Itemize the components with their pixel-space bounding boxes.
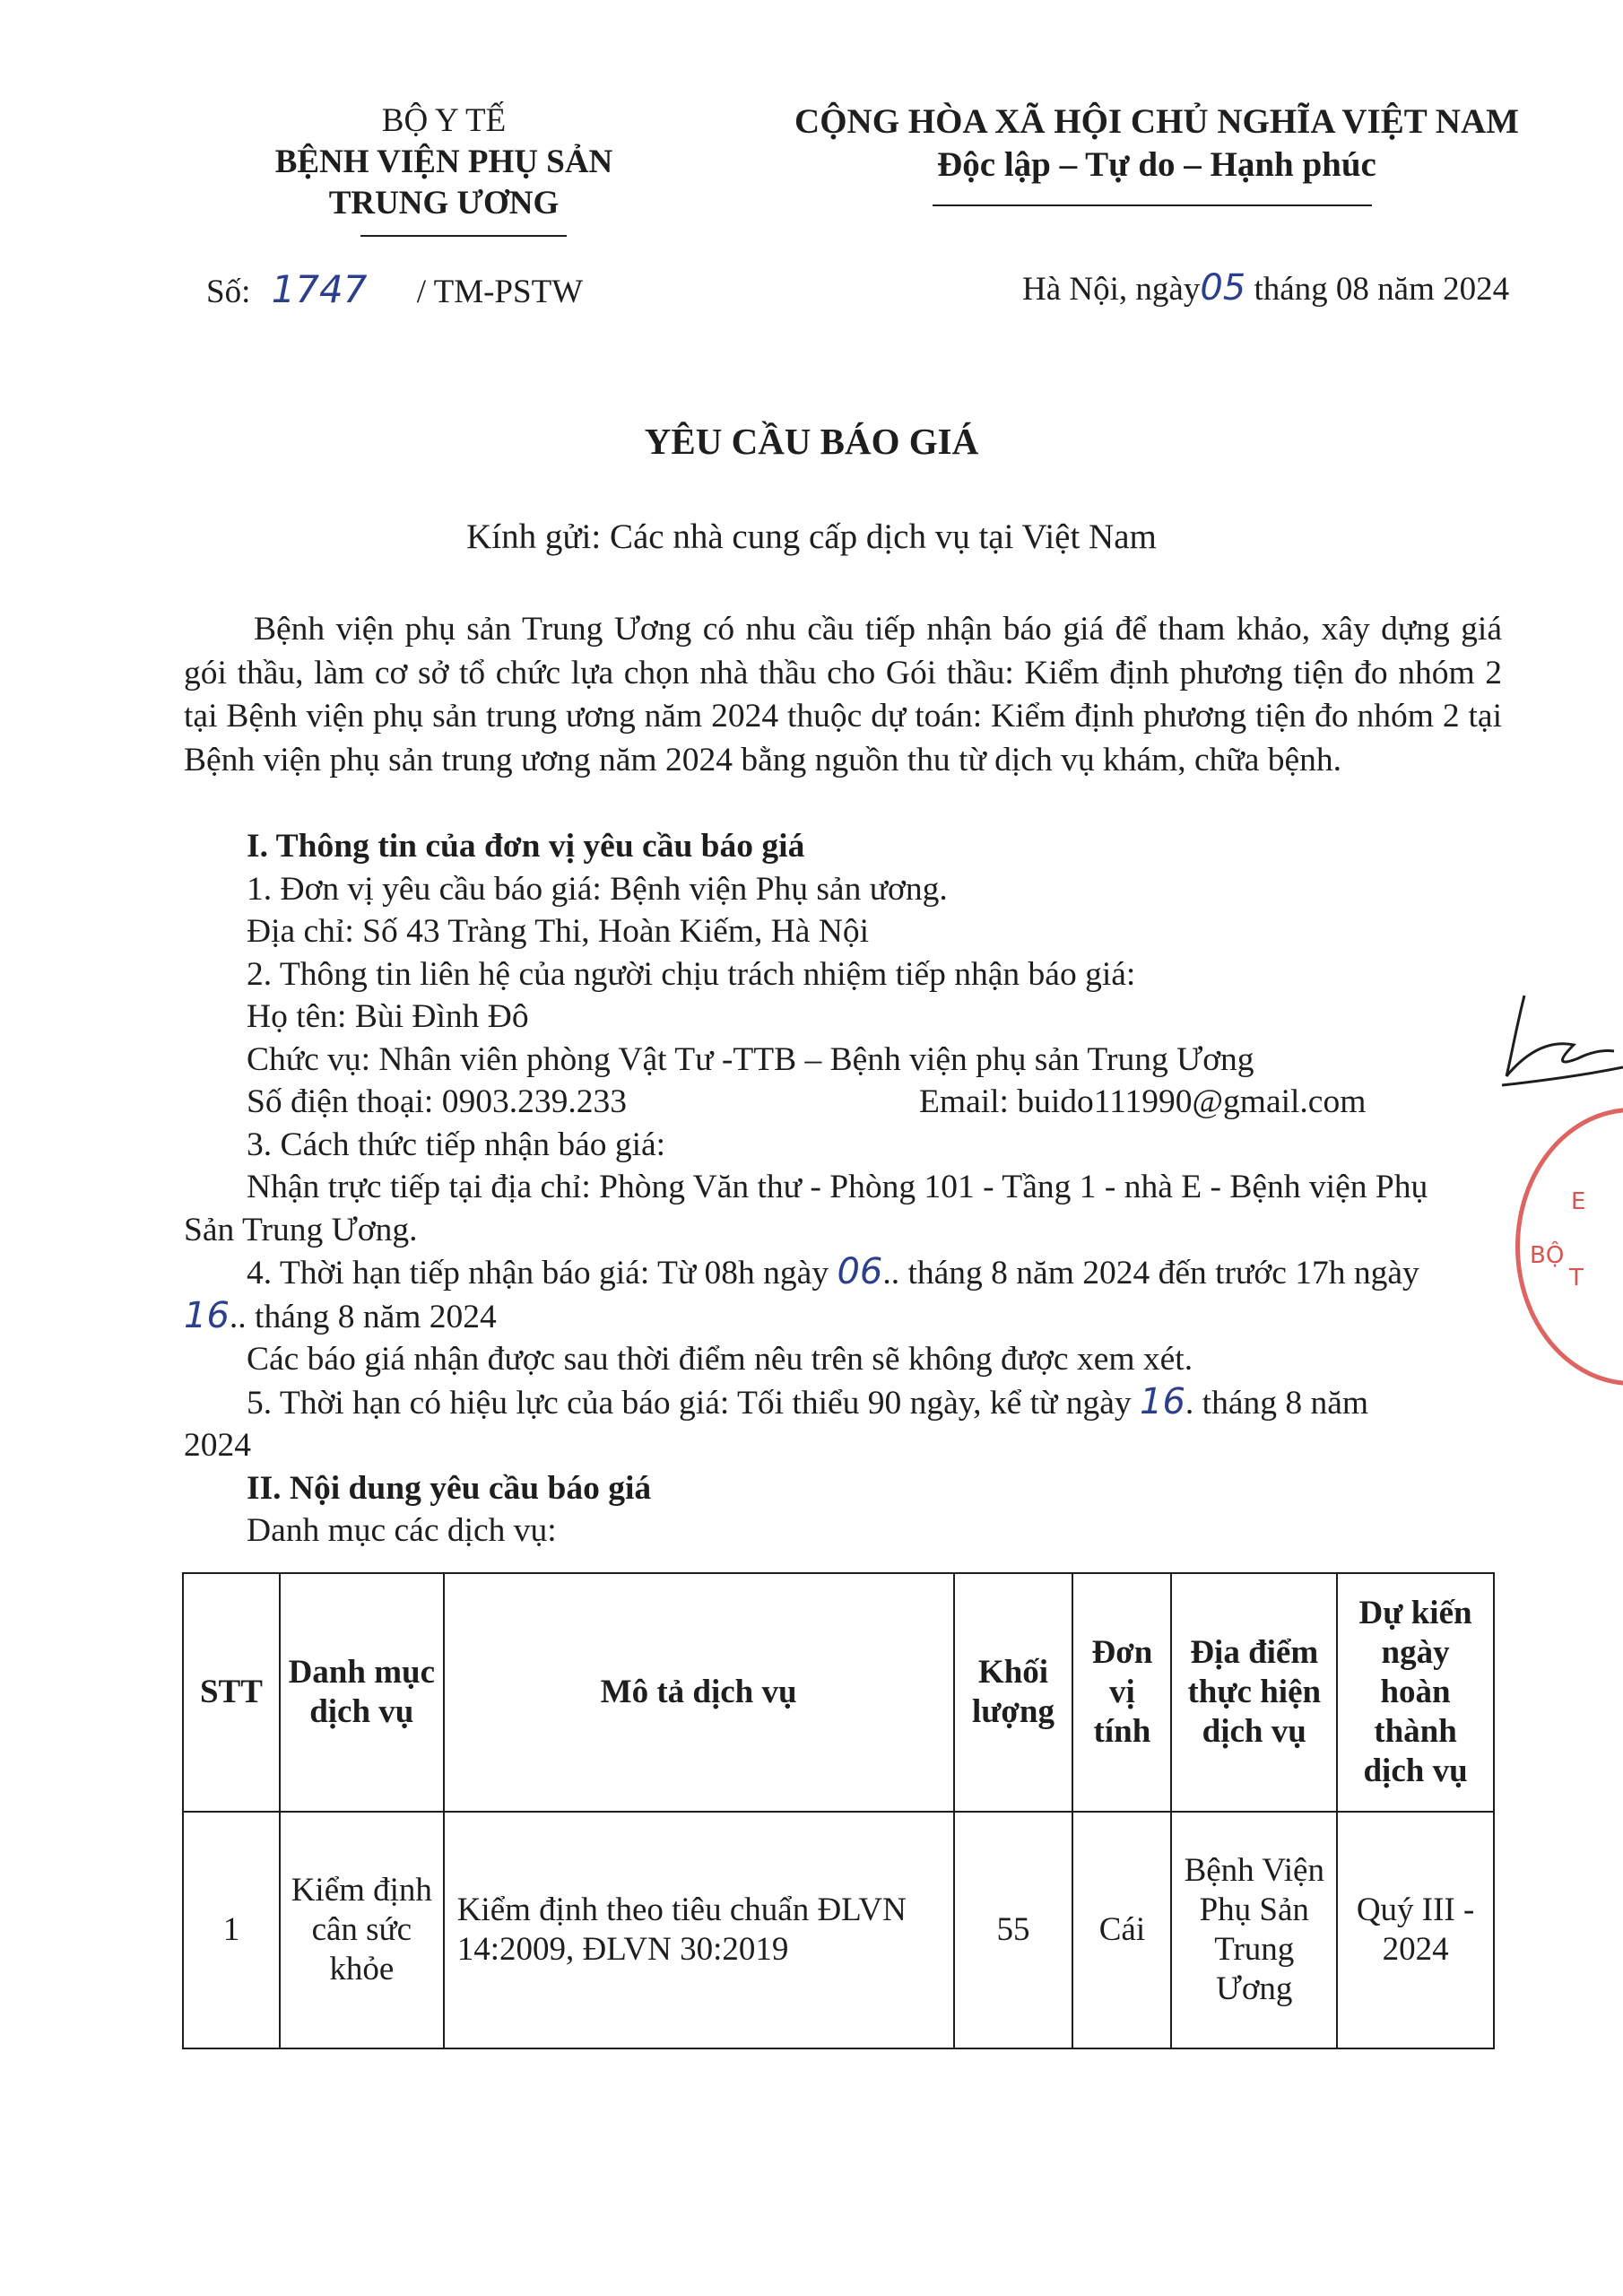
hospital-name-line2: TRUNG ƯƠNG: [328, 185, 560, 222]
contact-phone: Số điện thoại: 0903.239.233: [247, 1083, 627, 1120]
table-row: [183, 1812, 1494, 2048]
national-motto: Độc lập – Tự do – Hạnh phúc: [937, 145, 1376, 184]
deadline-line-2: [184, 1295, 1502, 1339]
ministry-name: BỘ Y TẾ: [381, 102, 507, 139]
contact-phone-email: [184, 1081, 1502, 1124]
validity-text-a: 5. Thời hạn có hiệu lực của báo giá: Tối thiểu 90 ngày, kể từ ngày: [247, 1384, 1132, 1422]
deadline-text-a: 4. Thời hạn tiếp nhận báo giá: Từ 08h ngày: [247, 1255, 829, 1292]
document-number: [206, 267, 583, 311]
method-line-1: Nhận trực tiếp tại địa chỉ: Phòng Văn thư - Phòng 101 - Tầng 1 - nhà E - Bệnh viện Phụ: [247, 1169, 1428, 1205]
cell-expected: Quý III - 2024: [1337, 1812, 1494, 2048]
stamp-letters-mid: T: [1569, 1265, 1584, 1292]
issuer-underline: [360, 235, 567, 237]
document-title: YÊU CẦU BÁO GIÁ: [644, 421, 979, 462]
deadline-text-c: .. tháng 8 năm 2024: [229, 1298, 497, 1335]
recipient-line: Kính gửi: Các nhà cung cấp dịch vụ tại Việt Nam: [466, 517, 1157, 556]
unit-line: 1. Đơn vị yêu cầu báo giá: Bệnh viện Phụ sản ương.: [247, 870, 948, 908]
issuer-block: [143, 100, 744, 224]
method-heading: 3. Cách thức tiếp nhận báo giá:: [247, 1126, 666, 1163]
header-stt: STT: [183, 1573, 280, 1812]
stamp-letters-top: E: [1571, 1188, 1586, 1215]
header-category: Danh mục dịch vụ: [280, 1573, 444, 1812]
section-1: [184, 825, 1502, 1552]
address-line: Địa chỉ: Số 43 Tràng Thi, Hoàn Kiếm, Hà Nội: [247, 913, 870, 950]
header-location: Địa điểm thực hiện dịch vụ: [1171, 1573, 1337, 1812]
validity-day-handwritten: 16: [1140, 1380, 1185, 1422]
cell-quantity: 55: [954, 1812, 1073, 2048]
stamp-letters-left: BỘ: [1530, 1242, 1565, 1269]
cell-stt: 1: [183, 1812, 280, 2048]
date-day-handwritten: 05: [1200, 267, 1246, 309]
validity-line: [184, 1381, 1502, 1425]
document-number-handwritten: 1747: [271, 267, 368, 311]
national-header: [708, 100, 1605, 187]
table-header-row: [183, 1573, 1494, 1812]
document-number-label: Số:: [206, 274, 251, 310]
service-list-label: Danh mục các dịch vụ:: [247, 1512, 557, 1549]
validity-text-b: . tháng 8 năm: [1185, 1384, 1369, 1422]
section-1-heading: I. Thông tin của đơn vị yêu cầu báo giá: [247, 828, 805, 865]
validity-year: 2024: [184, 1427, 251, 1464]
late-note: Các báo giá nhận được sau thời điểm nêu trên sẽ không được xem xét.: [247, 1341, 1193, 1378]
header-quantity: Khối lượng: [954, 1573, 1073, 1812]
deadline-line-1: [184, 1251, 1502, 1295]
header-unit: Đơn vị tính: [1072, 1573, 1171, 1812]
header-expected: Dự kiến ngày hoàn thành dịch vụ: [1337, 1573, 1494, 1812]
hospital-name-line1: BỆNH VIỆN PHỤ SẢN: [274, 144, 613, 180]
date-prefix: Hà Nội, ngày: [1022, 271, 1201, 308]
cell-location: Bệnh Viện Phụ Sản Trung Ương: [1171, 1812, 1337, 2048]
motto-underline: [933, 204, 1372, 206]
contact-position: Chức vụ: Nhân viên phòng Vật Tư -TTB – Bệnh viện phụ sản Trung Ương: [247, 1040, 1254, 1078]
deadline-day1-handwritten: 06: [837, 1251, 883, 1292]
cell-unit: Cái: [1072, 1812, 1171, 2048]
document-date: [1022, 267, 1509, 309]
cell-description: Kiểm định theo tiêu chuẩn ĐLVN 14:2009, ĐLVN 30:2019: [444, 1812, 954, 2048]
section-2-heading: II. Nội dung yêu cầu báo giá: [247, 1469, 652, 1507]
cell-category: Kiểm định cân sức khỏe: [280, 1812, 444, 2048]
deadline-text-b: .. tháng 8 năm 2024 đến trước 17h ngày: [882, 1255, 1419, 1292]
header-description: Mô tả dịch vụ: [444, 1573, 954, 1812]
service-table: [182, 1572, 1495, 2049]
deadline-day2-handwritten: 16: [184, 1294, 230, 1336]
contact-email: Email: buido111990@gmail.com: [919, 1083, 1367, 1120]
intro-paragraph: [184, 608, 1502, 782]
country-name: CỘNG HÒA XÃ HỘI CHỦ NGHĨA VIỆT NAM: [794, 102, 1519, 141]
document-number-suffix: / TM-PSTW: [416, 274, 584, 310]
contact-heading: 2. Thông tin liên hệ của người chịu trách nhiệm tiếp nhận báo giá:: [247, 955, 1136, 993]
signature-mark: [1488, 969, 1623, 1112]
date-suffix: tháng 08 năm 2024: [1254, 271, 1510, 308]
contact-name: Họ tên: Bùi Đình Đô: [247, 998, 529, 1035]
intro-text: Bệnh viện phụ sản Trung Ương có nhu cầu tiếp nhận báo giá để tham khảo, xây dựng giá gói thầu, làm cơ sở tổ chức lựa chọn nhà thầu cho Gói thầu: Kiểm định phương tiện đo nhóm 2 tại Bệnh viện phụ sản trung ương năm 2024 thuộc dự toán: Kiểm định phương tiện đo nhóm 2 tại Bệnh viện phụ sản trung ương năm 2024 bằng nguồn thu từ dịch vụ khám, chữa bệnh.: [184, 611, 1502, 778]
method-line-2: Sản Trung Ương.: [184, 1211, 418, 1248]
